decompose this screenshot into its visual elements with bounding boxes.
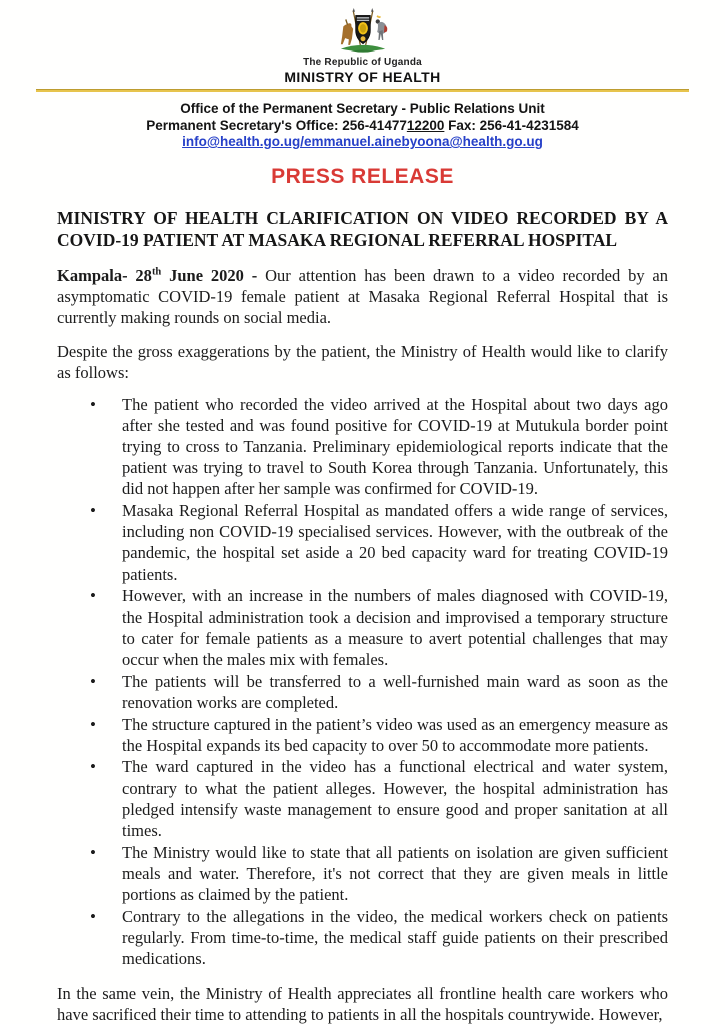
- closing-paragraph: In the same vein, the Ministry of Health appreciates all frontline health care workers who have sacrificed their time to attending to patients in all the hospitals countrywide. However,: [57, 983, 668, 1024]
- contact-email-line: [0, 134, 725, 151]
- document-body: [0, 207, 725, 1024]
- intro-paragraph: [57, 265, 668, 329]
- gold-divider: [36, 89, 689, 92]
- list-item: • However, with an increase in the numbers of males diagnosed with COVID-19, the Hospital administration took a decision and improvised a temporary structure to cater for female patients as a measure to avert potential challenges that may occur when the males mix with females.: [57, 585, 668, 670]
- intro-text: Our attention has been drawn to a video recorded by an asymptomatic COVID-19 female patient at Masaka Regional Referral Hospital that is currently making rounds on social media.: [57, 265, 668, 327]
- uganda-coat-of-arms-icon: [332, 8, 394, 56]
- dateline-city: Kampala- 28: [57, 265, 152, 285]
- clarification-list: [57, 394, 668, 970]
- contact-block: [0, 101, 725, 151]
- phone-suffix: Fax: 256-41-4231584: [444, 117, 579, 133]
- list-item: • Contrary to the allegations in the video, the medical workers check on patients regularly. From time-to-time, the medical staff guide patients on their prescribed medications.: [57, 906, 668, 970]
- dateline-rest: June 2020 -: [161, 265, 266, 285]
- contact-phone-line: [0, 118, 725, 135]
- dateline-ordinal: th: [151, 266, 162, 277]
- contact-unit-line: Office of the Permanent Secretary - Public Relations Unit: [180, 101, 545, 116]
- list-item: • The ward captured in the video has a functional electrical and water system, contrary to what the patient alleges. However, the hospital administration has pledged intensify waste management to ensure good and proper sanitation at all times.: [57, 756, 668, 841]
- republic-label: The Republic of Uganda: [303, 57, 422, 68]
- clarify-paragraph: Despite the gross exaggerations by the patient, the Ministry of Health would like to clarify as follows:: [57, 342, 668, 383]
- letterhead: [0, 0, 725, 85]
- phone-underlined-part: 12200: [406, 117, 445, 133]
- document-title: MINISTRY OF HEALTH CLARIFICATION ON VIDEO RECORDED BY A COVID-19 PATIENT AT MASAKA REGIONAL REFERRAL HOSPITAL: [57, 207, 668, 250]
- list-item: • The patients will be transferred to a well-furnished main ward as soon as the renovation works are completed.: [57, 671, 668, 713]
- list-item: • The patient who recorded the video arrived at the Hospital about two days ago after she tested and was found positive for COVID-19 at Mutukula border point trying to cross to Tanzania. Preliminary epidemiological reports indicate that the patient was trying to travel to South Korea through Tanzania. Unfortunately, this did not happen after her sample was confirmed for COVID-19.: [57, 394, 668, 500]
- dateline: [57, 266, 265, 285]
- list-item: • The structure captured in the patient’s video was used as an emergency measure as the Hospital expands its bed capacity to over 50 to accommodate more patients.: [57, 714, 668, 756]
- ministry-label: MINISTRY OF HEALTH: [284, 69, 441, 85]
- press-release-heading: PRESS RELEASE: [271, 164, 454, 188]
- list-item: • The Ministry would like to state that all patients on isolation are given sufficient meals and water. Therefore, it's not correct that they are given meals in little portions as claimed by the patient.: [57, 842, 668, 906]
- email-link[interactable]: info@health.go.ug/emmanuel.ainebyoona@health.go.ug: [182, 134, 543, 149]
- list-item: • Masaka Regional Referral Hospital as mandated offers a wide range of services, including non COVID-19 specialised services. However, with the outbreak of the pandemic, the hospital set aside a 20 bed capacity ward for treating COVID-19 patients.: [57, 500, 668, 585]
- phone-prefix: Permanent Secretary's Office: 256-41477: [146, 117, 407, 133]
